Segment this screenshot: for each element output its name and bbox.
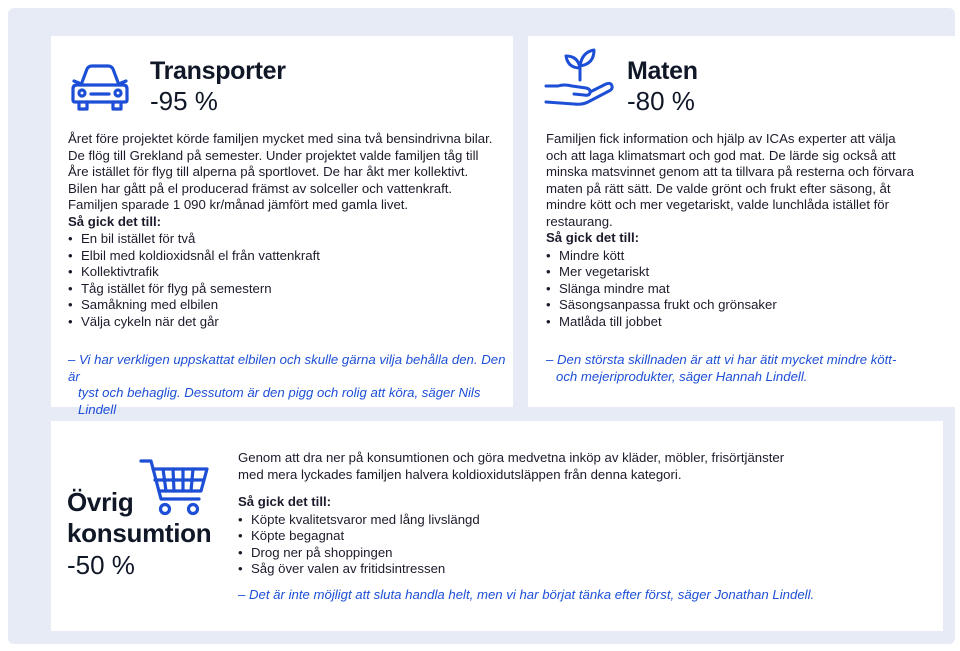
food-text <box>546 131 956 330</box>
food-percent: -80 % <box>627 86 695 116</box>
food-intro-line: minska matsvinnet genom att ta tillvara på resterna och förvara <box>546 164 914 179</box>
list-item: • Välja cykeln när det går <box>68 314 508 331</box>
other-title-line: konsumtion <box>67 518 212 548</box>
quote-line: – Det är inte möjligt att sluta handla helt, men vi har börjat tänka efter först, säger Jonathan Lindell. <box>238 587 815 602</box>
quote-line: – Den största skillnaden är att vi har ätit mycket mindre kött- <box>546 352 897 367</box>
food-intro-line: Familjen fick information och hjälp av ICAs experter att välja <box>546 131 896 146</box>
food-heading: Så gick det till: <box>546 230 640 245</box>
list-item: • Såg över valen av fritidsintressen <box>238 561 928 578</box>
list-item: • Mindre kött <box>546 248 956 265</box>
shopping-cart-icon <box>139 457 211 519</box>
other-text <box>238 450 928 578</box>
other-percent: -50 % <box>67 550 135 580</box>
other-consumption-card <box>51 421 943 631</box>
other-title-line: Övrig <box>67 487 134 517</box>
transport-intro-line: Åre istället för flyg till alperna på sportlovet. De har åkt mer kollektivt. <box>68 164 469 179</box>
transport-intro-line: Familjen sparade 1 090 kr/månad jämfört med gamla livet. <box>68 197 409 212</box>
other-quote <box>238 587 928 604</box>
list-item: • Köpte begagnat <box>238 528 928 545</box>
other-heading: Så gick det till: <box>238 494 332 509</box>
quote-line: – Vi har verkligen uppskattat elbilen och skulle gärna vilja behålla den. Den är <box>68 352 506 384</box>
transport-heading: Så gick det till: <box>68 213 162 229</box>
food-title: Maten <box>627 57 698 85</box>
other-intro-line: med mera lyckades familjen halvera koldioxidutsläppen från denna kategori. <box>238 466 682 482</box>
infographic-panel <box>8 8 955 644</box>
list-item: • Elbil med koldioxidsnål el från vattenkraft <box>68 248 508 265</box>
transport-list <box>68 231 508 330</box>
food-intro-line: mindre kött och mer vegetariskt, valde lunchlåda istället för <box>546 197 890 212</box>
list-item: • Mer vegetariskt <box>546 264 956 281</box>
list-item: • Köpte kvalitetsvaror med lång livslängd <box>238 512 928 529</box>
food-intro-line: restaurang. <box>546 213 613 229</box>
list-item: • Drog ner på shoppingen <box>238 545 928 562</box>
transport-quote <box>68 352 508 418</box>
transport-intro-line: De flög till Grekland på semester. Under projektet valde familjen tåg till <box>68 147 479 163</box>
quote-line: tyst och behaglig. Dessutom är den pigg och rolig att köra, säger Nils Lindell <box>78 385 481 417</box>
transport-title: Transporter <box>150 57 286 85</box>
transport-card <box>51 36 513 417</box>
list-item: • Tåg istället för flyg på semestern <box>68 281 508 298</box>
list-item: • Samåkning med elbilen <box>68 297 508 314</box>
list-item: • Säsongsanpassa frukt och grönsaker <box>546 297 956 314</box>
food-card <box>528 36 960 407</box>
list-item: • En bil istället för två <box>68 231 508 248</box>
transport-intro-line: Bilen har gått på el producerad främst av solceller och vattenkraft. <box>68 180 453 196</box>
other-list <box>238 512 928 578</box>
food-intro-line: maten på rätt sätt. De valde grönt och frukt efter säsong, åt <box>546 180 891 196</box>
hand-with-plant-icon <box>544 46 620 112</box>
transport-intro-line: Året före projektet körde familjen mycket med sina två bensindrivna bilar. <box>68 131 493 146</box>
quote-line: och mejeriprodukter, säger Hannah Lindell. <box>556 368 808 384</box>
food-quote <box>546 352 956 385</box>
list-item: • Matlåda till jobbet <box>546 314 956 331</box>
car-icon <box>69 61 131 113</box>
food-list <box>546 248 956 331</box>
transport-text <box>68 131 508 330</box>
transport-percent: -95 % <box>150 86 218 116</box>
food-intro-line: och att laga klimatsmart och god mat. De lärde sig också att <box>546 147 896 163</box>
other-intro-line: Genom att dra ner på konsumtionen och göra medvetna inköp av kläder, möbler, frisörtjänster <box>238 450 785 465</box>
list-item: • Kollektivtrafik <box>68 264 508 281</box>
list-item: • Slänga mindre mat <box>546 281 956 298</box>
